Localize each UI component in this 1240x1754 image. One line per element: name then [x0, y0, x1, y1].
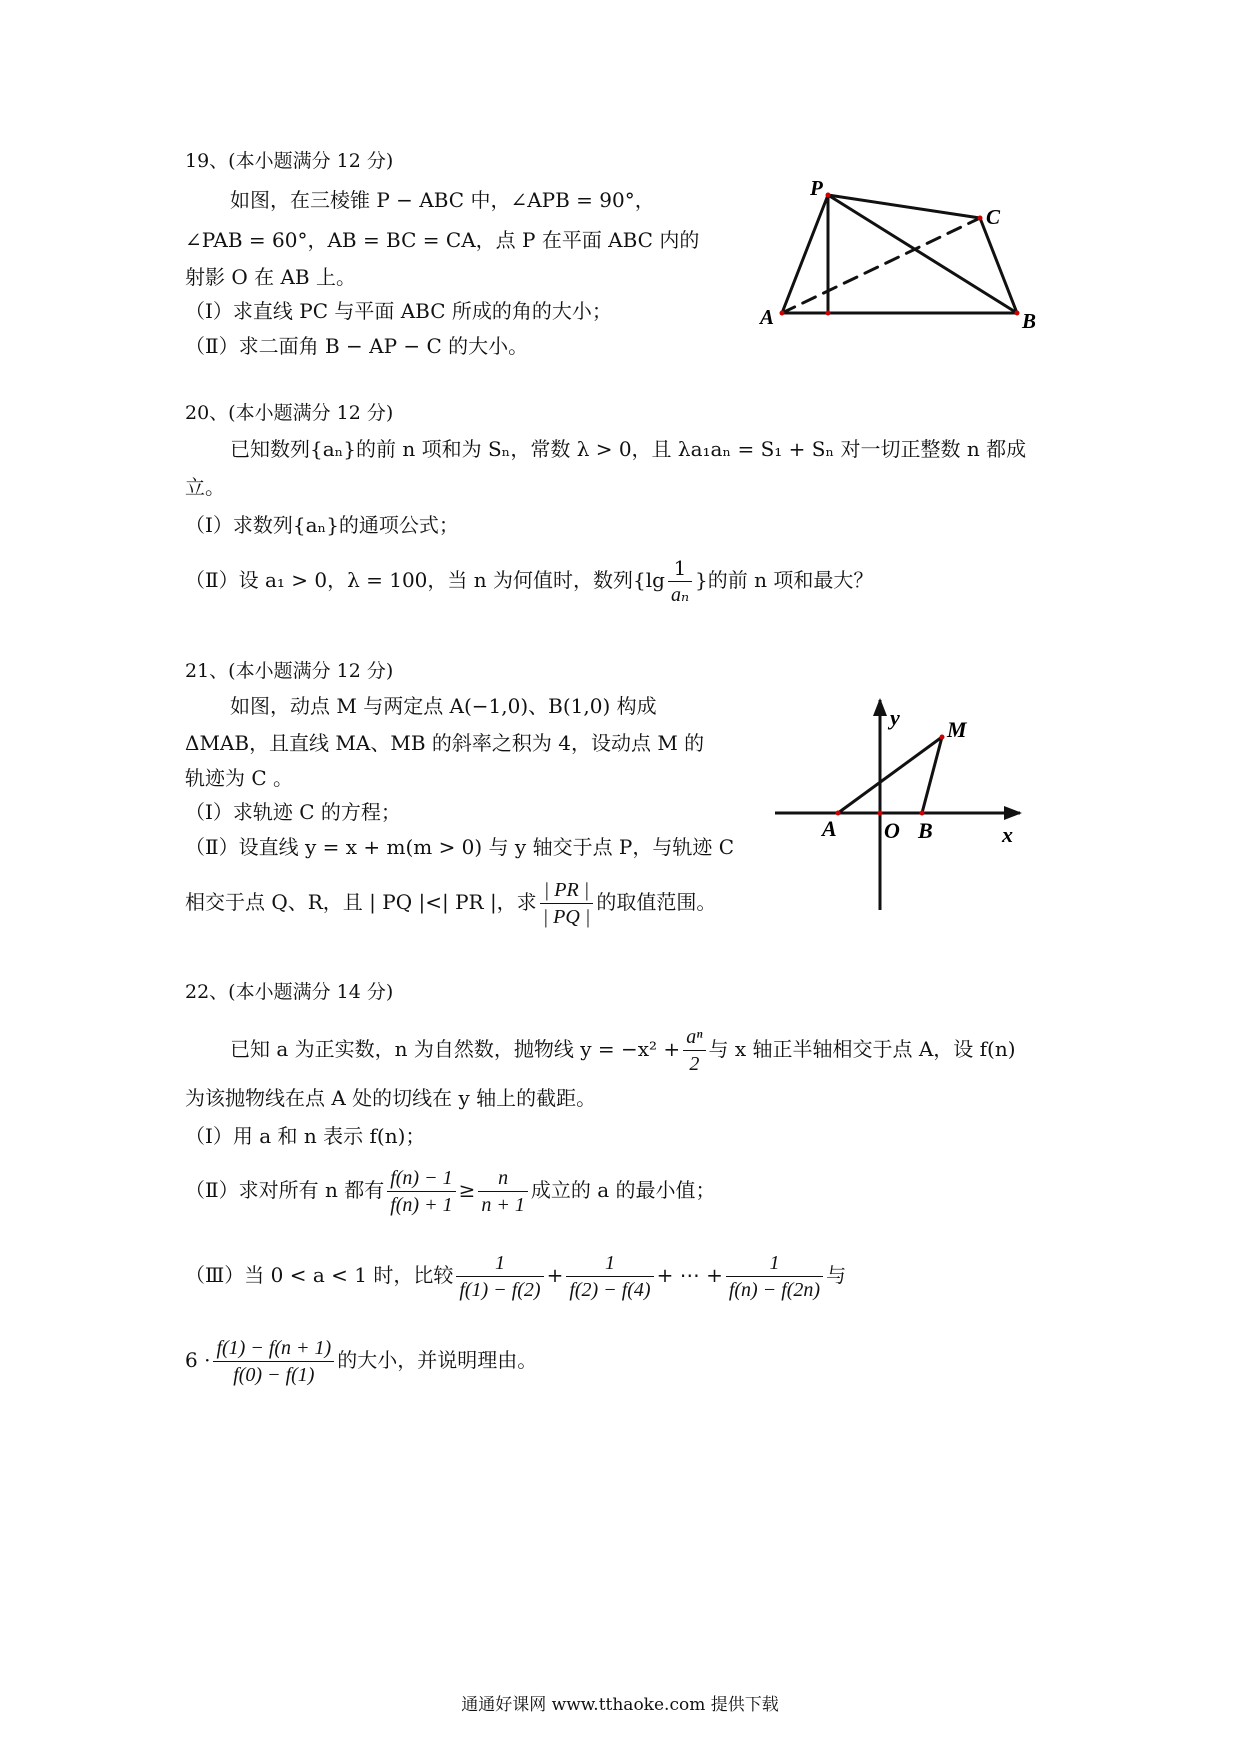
- problem-22-question-3: （Ⅲ）当 0 < a < 1 时，比较 $\frac{1}{f(1) - f(2)}$ + $\frac{1}{f(2) - f(4)}$ + ⋯ + $\frac{1}{f(n) - f(2n)}$ 与: [185, 1252, 847, 1301]
- problem-19-question-1: （Ⅰ）求直线 PC 与平面 ABC 所成的角的大小；: [185, 299, 612, 323]
- label-m: M: [947, 717, 967, 742]
- problem-22-question-2: （Ⅱ）求对所有 n 都有 $\frac{f(n) - 1}{f(n) + 1}$ ≥ $\frac{n}{n + 1}$ 成立的 a 的最小值；: [185, 1167, 716, 1216]
- label-b: B: [918, 818, 933, 843]
- problem-20-question-2: （Ⅱ）设 a₁ > 0，λ = 100，当 n 为何值时，数列{lg $\frac{1}{\text{aₙ}}$ }的前 n 项和最大？: [185, 556, 874, 606]
- label-y: y: [890, 705, 900, 730]
- x-axis-arrow: [1004, 806, 1022, 820]
- problem-19-line-3: 射影 O 在 AB 上。: [185, 265, 356, 289]
- problem-21-question-1: （Ⅰ）求轨迹 C 的方程；: [185, 800, 401, 824]
- label-p: P: [810, 176, 823, 200]
- label-a: A: [760, 305, 775, 329]
- label-b: B: [1022, 309, 1037, 333]
- fraction-fn-ratio: $\frac{f(n) - 1}{f(n) + 1}$: [387, 1165, 455, 1218]
- fraction-1-over-an: $\frac{1}{\text{aₙ}}$: [668, 555, 692, 608]
- problem-22-title: 22、(本小题满分 14 分): [185, 981, 394, 1003]
- page-footer: 通通好课网 www.tthaoke.com 提供下载: [461, 1695, 779, 1715]
- fraction-term-2: $\frac{1}{f(2) - f(4)}$: [566, 1250, 653, 1303]
- fraction-pr-over-pq: $\frac{| PR |}{| PQ |}$: [540, 877, 594, 930]
- problem-21-line-4: 相交于点 Q、R，且 | PQ |<| PR |，求 $\frac{| PR |}{| PQ |}$ 的取值范围。: [185, 879, 717, 928]
- problem-21-title: 21、(本小题满分 12 分): [185, 660, 394, 682]
- problem-19-line-2: ∠PAB = 60°，AB = BC = CA，点 P 在平面 ABC 内的: [185, 228, 700, 252]
- problem-20-question-1: （Ⅰ）求数列{aₙ}的通项公式；: [185, 513, 459, 537]
- problem-22-line-4: 6 · $\frac{f(1) - f(n + 1)}{f(0) - f(1)}$ 的大小，并说明理由。: [185, 1337, 538, 1386]
- fraction-term-n: $\frac{1}{f(n) - f(2n)}$: [726, 1250, 823, 1303]
- problem-19-question-2: （Ⅱ）求二面角 B − AP − C 的大小。: [185, 334, 529, 358]
- problem-19-line-1: 如图，在三棱锥 P − ABC 中，∠APB = 90°，: [230, 188, 655, 212]
- label-a: A: [822, 816, 837, 841]
- problem-22-question-1: （Ⅰ）用 a 和 n 表示 f(n)；: [185, 1124, 426, 1148]
- problem-22-line-2: 为该抛物线在点 A 处的切线在 y 轴上的截距。: [185, 1086, 597, 1110]
- label-c: C: [986, 205, 1001, 229]
- label-o: O: [884, 818, 900, 843]
- y-axis-arrow: [873, 698, 887, 716]
- problem-20-line-2: 立。: [185, 475, 225, 499]
- problem-22-line-1: 已知 a 为正实数，n 为自然数，抛物线 y = −x² + $\frac{\text{aⁿ}}{2}$ 与 x 轴正半轴相交于点 A，设 f(n): [230, 1026, 1016, 1075]
- problem-21-line-1: 如图，动点 M 与两定点 A(−1,0)、B(1,0) 构成: [230, 694, 657, 718]
- fraction-n-over-n1: $\frac{n}{n + 1}$: [478, 1165, 528, 1218]
- problem-20-title: 20、(本小题满分 12 分): [185, 402, 394, 424]
- fraction-an-over-2: $\frac{\text{aⁿ}}{2}$: [683, 1024, 705, 1077]
- fraction-f-ratio: $\frac{f(1) - f(n + 1)}{f(0) - f(1)}$: [213, 1335, 334, 1388]
- problem-20-line-1: 已知数列{aₙ}的前 n 项和为 Sₙ，常数 λ > 0，且 λa₁aₙ = S₁ + Sₙ 对一切正整数 n 都成: [230, 437, 1027, 461]
- label-x: x: [1002, 822, 1013, 847]
- problem-21-line-3: 轨迹为 C 。: [185, 766, 294, 790]
- problem-21-line-2: ΔMAB，且直线 MA、MB 的斜率之积为 4，设动点 M 的: [185, 731, 705, 755]
- problem-21-question-2: （Ⅱ）设直线 y = x + m(m > 0) 与 y 轴交于点 P，与轨迹 C: [185, 835, 735, 859]
- fraction-term-1: $\frac{1}{f(1) - f(2)}$: [456, 1250, 543, 1303]
- problem-19-title: 19、(本小题满分 12 分): [185, 150, 394, 172]
